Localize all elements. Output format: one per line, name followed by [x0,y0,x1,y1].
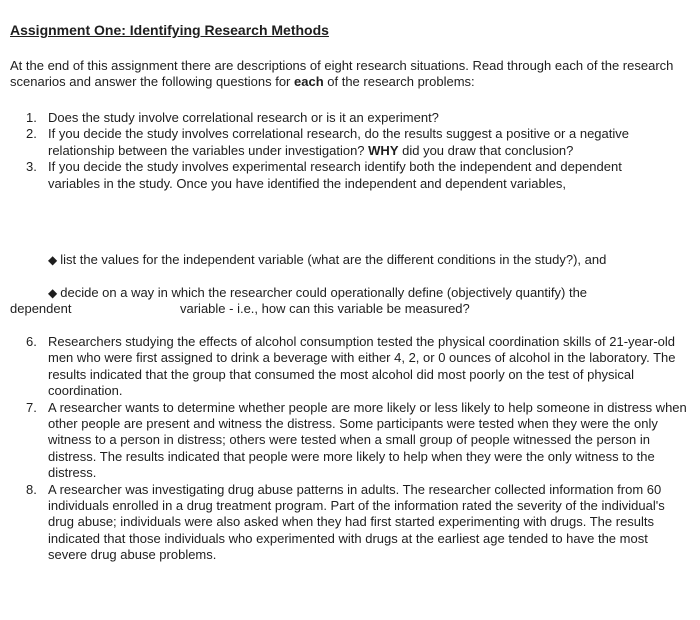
question-item [0,110,668,126]
intro-text: At the end of this assignment there are descriptions of eight research situations. Read through each of the research scenarios and answer the following questions for [10,58,674,90]
intro-paragraph [10,58,690,91]
question-number: 1. [26,110,37,125]
bullet-item [48,252,606,268]
question-bold-word: WHY [368,142,399,158]
bullet-text: variable - i.e., how can this variable be measured? [180,301,470,316]
scenario-text: Researchers studying the effects of alcohol consumption tested the physical coordination skills of 21-year-old men who were first assigned to drink a beverage with either 4, 2, or 0 ounces of alcohol in the laboratory. The results indicated that the group that consumed the most alcohol did most poorly on the test of physical coordination. [48,334,676,399]
question-number: 3. [26,159,37,175]
bullet-continuation [10,301,470,317]
question-list [0,110,700,192]
diamond-bullet-icon: ◆ [48,253,58,267]
question-text-end: did you draw that conclusion? [398,142,574,158]
scenario-number: 6. [26,334,37,349]
assignment-title: Assignment One: Identifying Research Methods [10,22,329,38]
diamond-bullet-icon: ◆ [48,286,58,300]
scenario-number: 7. [26,399,37,415]
bullet-item [48,285,587,301]
question-text: If you decide the study involves experimental research identify both the independent and dependent variables in the study. Once you have identified the independent and dependent variables, [48,159,622,191]
question-item [0,126,668,159]
scenario-item [0,482,688,564]
question-item [0,159,668,192]
question-text: Does the study involve correlational research or is it an experiment? [48,110,439,125]
scenario-text: A researcher was investigating drug abuse patterns in adults. The researcher collected information from 60 individuals enrolled in a drug treatment program. Part of the information rated the severity of the individual's drug abuse; individuals were also asked when they had first started experimenting with drugs. The results indicated that those individuals who experimented with drugs at the earliest age tended to have the most severe drug abuse problems. [48,481,665,563]
scenario-list [0,334,700,564]
bullet-text: list the values for the independent variable (what are the different conditions in the study?), and [60,252,607,267]
scenario-text: A researcher wants to determine whether people are more likely or less likely to help someone in distress when other people are present and witness the distress. Some participants were tested when they were the only witness to a person in distress; others were tested when a small group of people witnessed the person in distress. The results indicated that people were more likely to help when they were the only witness to the distress. [48,399,687,481]
question-text: If you decide the study involves correlational research, do the results suggest a positive or a negative relationship between the variables under investigation? [48,126,629,158]
scenario-item [0,400,688,482]
intro-text-end: of the research problems: [323,74,475,90]
bullet-text: decide on a way in which the researcher could operationally define (objectively quantify) the [60,285,588,300]
scenario-item [0,334,688,400]
bullet-word-dependent: dependent [10,301,72,316]
intro-bold-word: each [294,74,324,90]
question-number: 2. [26,126,37,142]
scenario-number: 8. [26,481,37,497]
